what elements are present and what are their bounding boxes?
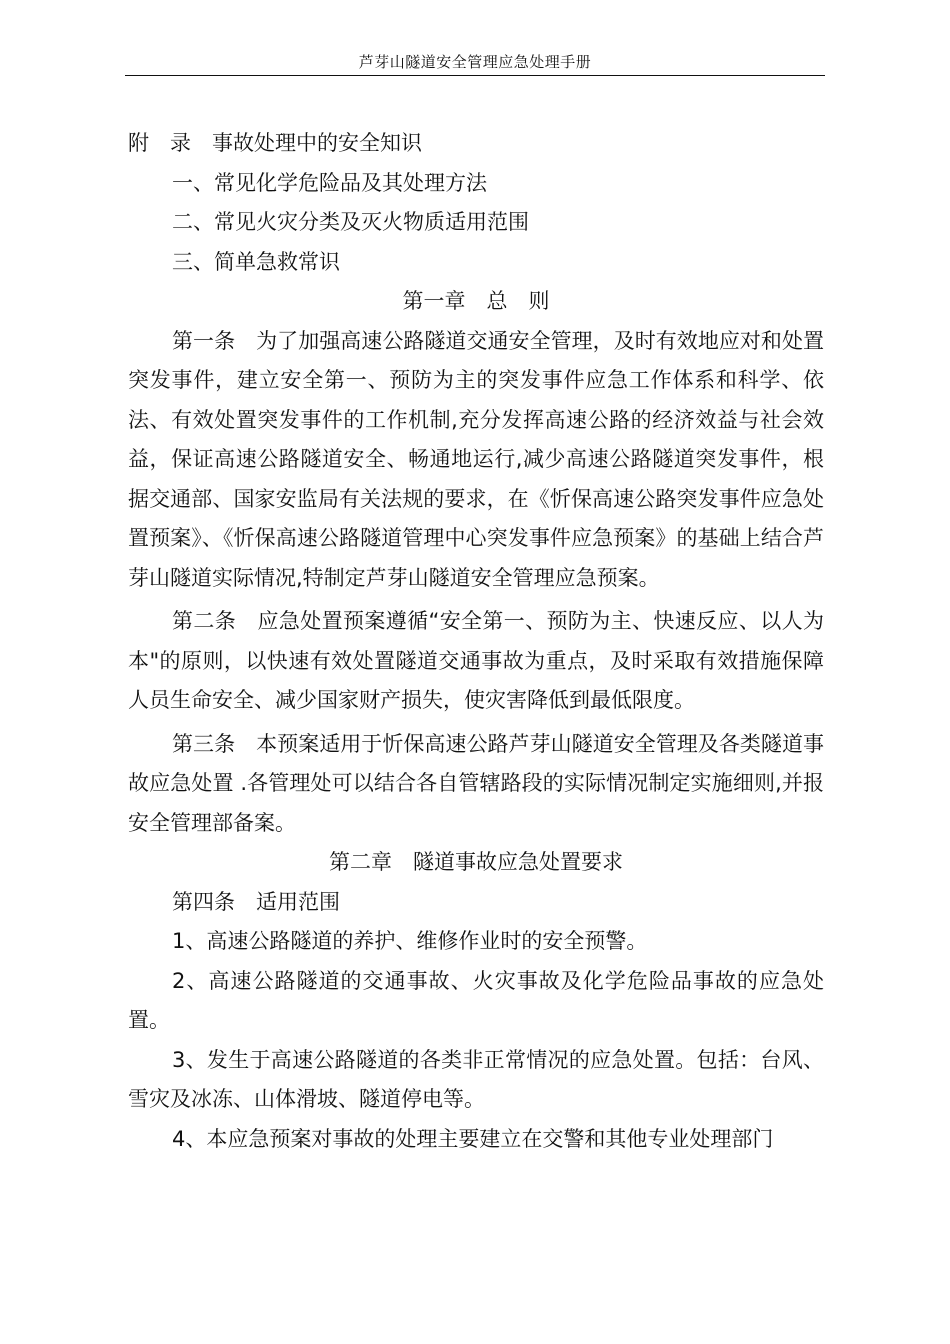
article-2: 第二条 应急处置预案遵循“安全第一、预防为主、快速反应、以人为本"的原则，以快速有效处置隧道交通事故为重点，及时采取有效措施保障人员生命安全、减少国家财产损失，使灾害降低到最低限度。 xyxy=(128,609,824,712)
running-header: 芦芽山隧道安全管理应急处理手册 xyxy=(358,53,592,71)
chapter-2-heading: 第二章 隧道事故应急处置要求 xyxy=(329,850,623,874)
article-4: 第四条 适用范围 xyxy=(172,889,340,914)
list-item-1: 1、高速公路隧道的养护、维修作业时的安全预警。 xyxy=(172,929,648,953)
list-item-4: 4、本应急预案对事故的处理主要建立在交警和其他专业处理部门 xyxy=(172,1126,774,1151)
appendix-item-2: 二、常见火灾分类及灭火物质适用范围 xyxy=(172,210,529,234)
header-rule xyxy=(125,75,825,76)
list-item-3: 3、发生于高速公路隧道的各类非正常情况的应急处置。包括：台风、雪灾及冰冻、山体滑坡、隧道停电等。 xyxy=(128,1047,824,1111)
article-3: 第三条 本预案适用于忻保高速公路芦芽山隧道安全管理及各类隧道事故应急处置 .各管理处可以结合各自管辖路段的实际情况制定实施细则,并报安全管理部备案。 xyxy=(128,731,824,835)
article-1: 第一条 为了加强高速公路隧道交通安全管理，及时有效地应对和处置突发事件，建立安全第一、预防为主的突发事件应急工作体系和科学、依法、有效处置突发事件的工作机制,充分发挥高速公路的经济效益与社会效益，保证高速公路隧道安全、畅通地运行,减少高速公路隧道突发事件，根据交通部、国家安监局有关法规的要求，在《忻保高速公路突发事件应急处置预案》、《忻保高速公路隧道管理中心突发事件应急预案》的基础上结合芦芽山隧道实际情况,特制定芦芽山隧道安全管理应急预案。 xyxy=(128,328,824,590)
chapter-1-heading: 第一章 总 则 xyxy=(402,289,550,313)
appendix-item-1: 一、常见化学危险品及其处理方法 xyxy=(172,170,487,195)
list-item-2: 2、高速公路隧道的交通事故、火灾事故及化学危险品事故的应急处置。 xyxy=(128,968,824,1032)
appendix-title: 附 录 事故处理中的安全知识 xyxy=(128,131,422,155)
appendix-item-3: 三、简单急救常识 xyxy=(172,249,340,274)
document-body xyxy=(128,124,824,1159)
